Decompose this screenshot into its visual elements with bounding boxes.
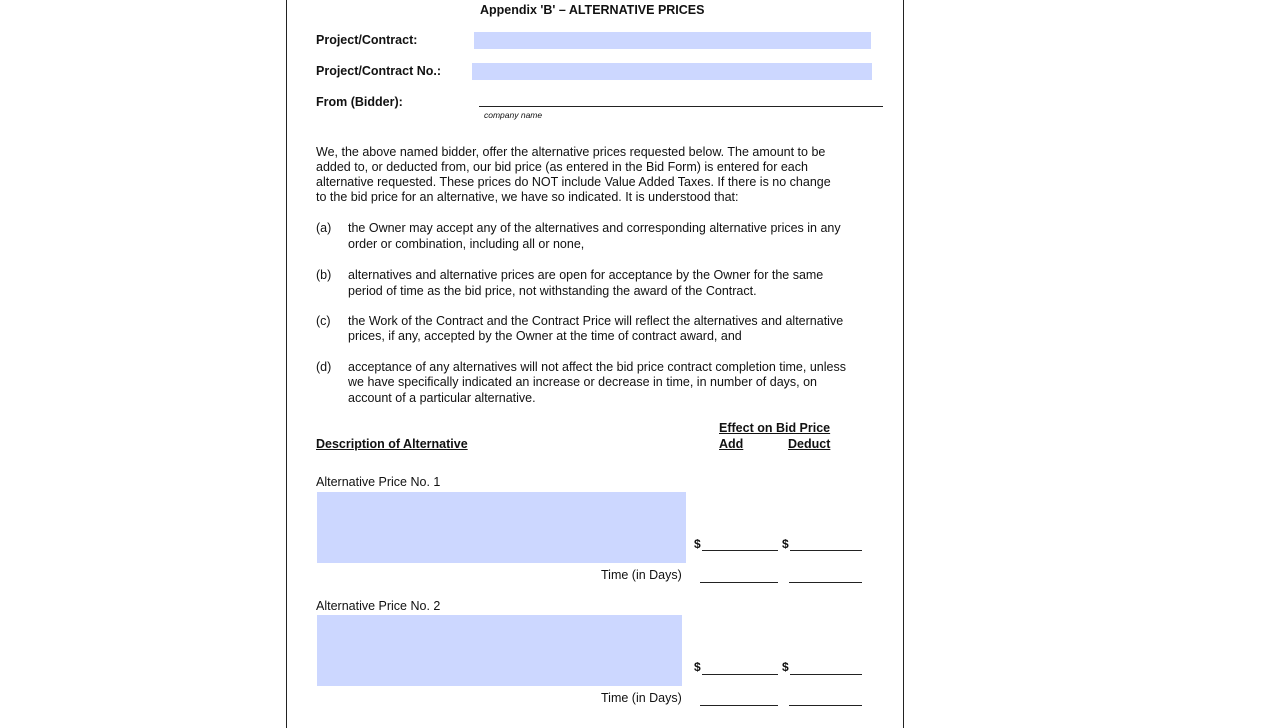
add-dollar-sign: $	[694, 660, 701, 674]
document-page	[286, 0, 904, 728]
intro-line: to the bid price for an alternative, we have so indicated. It is understood that:	[316, 190, 739, 204]
item-line: acceptance of any alternatives will not affect the bid price contract completion time, unless	[348, 360, 846, 374]
time-in-days-label: Time (in Days)	[601, 691, 682, 705]
add-header: Add	[719, 437, 744, 451]
alternative-1-add-amount-line[interactable]	[702, 550, 778, 551]
alternative-2-deduct-amount-line[interactable]	[790, 674, 862, 675]
alternative-1-description-field[interactable]	[317, 492, 686, 563]
bidder-label: From (Bidder):	[316, 95, 403, 109]
intro-line: alternative requested. These prices do NOT include Value Added Taxes. If there is no change	[316, 175, 831, 189]
alternative-1-add-days-line[interactable]	[700, 582, 778, 583]
intro-line: We, the above named bidder, offer the alternative prices requested below. The amount to be	[316, 145, 826, 159]
alternative-2-add-days-line[interactable]	[700, 705, 778, 706]
deduct-dollar-sign: $	[782, 537, 789, 551]
item-mark: (b)	[316, 268, 332, 282]
item-mark: (a)	[316, 221, 332, 235]
item-line: account of a particular alternative.	[348, 391, 536, 405]
alternative-2-label: Alternative Price No. 2	[316, 599, 441, 613]
time-in-days-label: Time (in Days)	[601, 568, 682, 582]
project-contract-field[interactable]	[474, 32, 871, 49]
document-title: Appendix 'B' – ALTERNATIVE PRICES	[480, 3, 705, 17]
alternative-2-description-field[interactable]	[317, 615, 682, 686]
deduct-dollar-sign: $	[782, 660, 789, 674]
item-line: period of time as the bid price, not withstanding the award of the Contract.	[348, 284, 757, 298]
item-mark: (c)	[316, 314, 331, 328]
bidder-name-line[interactable]	[479, 106, 883, 107]
item-line: the Work of the Contract and the Contract Price will reflect the alternatives and alternative	[348, 314, 844, 328]
alternative-2-deduct-days-line[interactable]	[789, 705, 862, 706]
item-line: prices, if any, accepted by the Owner at the time of contract award, and	[348, 329, 742, 343]
description-header: Description of Alternative	[316, 437, 468, 451]
item-line: alternatives and alternative prices are open for acceptance by the Owner for the same	[348, 268, 824, 282]
deduct-header: Deduct	[788, 437, 831, 451]
alternative-1-label: Alternative Price No. 1	[316, 475, 441, 489]
alternative-1-deduct-amount-line[interactable]	[790, 550, 862, 551]
effect-on-bid-price-header: Effect on Bid Price	[719, 421, 831, 435]
item-line: the Owner may accept any of the alternatives and corresponding alternative prices in any	[348, 221, 841, 235]
project-contract-no-field[interactable]	[472, 63, 872, 80]
project-contract-label: Project/Contract:	[316, 33, 418, 47]
alternative-2-add-amount-line[interactable]	[702, 674, 778, 675]
alternative-1-deduct-days-line[interactable]	[789, 582, 862, 583]
add-dollar-sign: $	[694, 537, 701, 551]
intro-line: added to, or deducted from, our bid price (as entered in the Bid Form) is entered for each	[316, 160, 808, 174]
item-mark: (d)	[316, 360, 332, 374]
company-name-caption: company name	[484, 110, 543, 120]
item-line: order or combination, including all or none,	[348, 237, 585, 251]
item-line: we have specifically indicated an increase or decrease in time, in number of days, on	[348, 375, 818, 389]
project-contract-no-label: Project/Contract No.:	[316, 64, 442, 78]
